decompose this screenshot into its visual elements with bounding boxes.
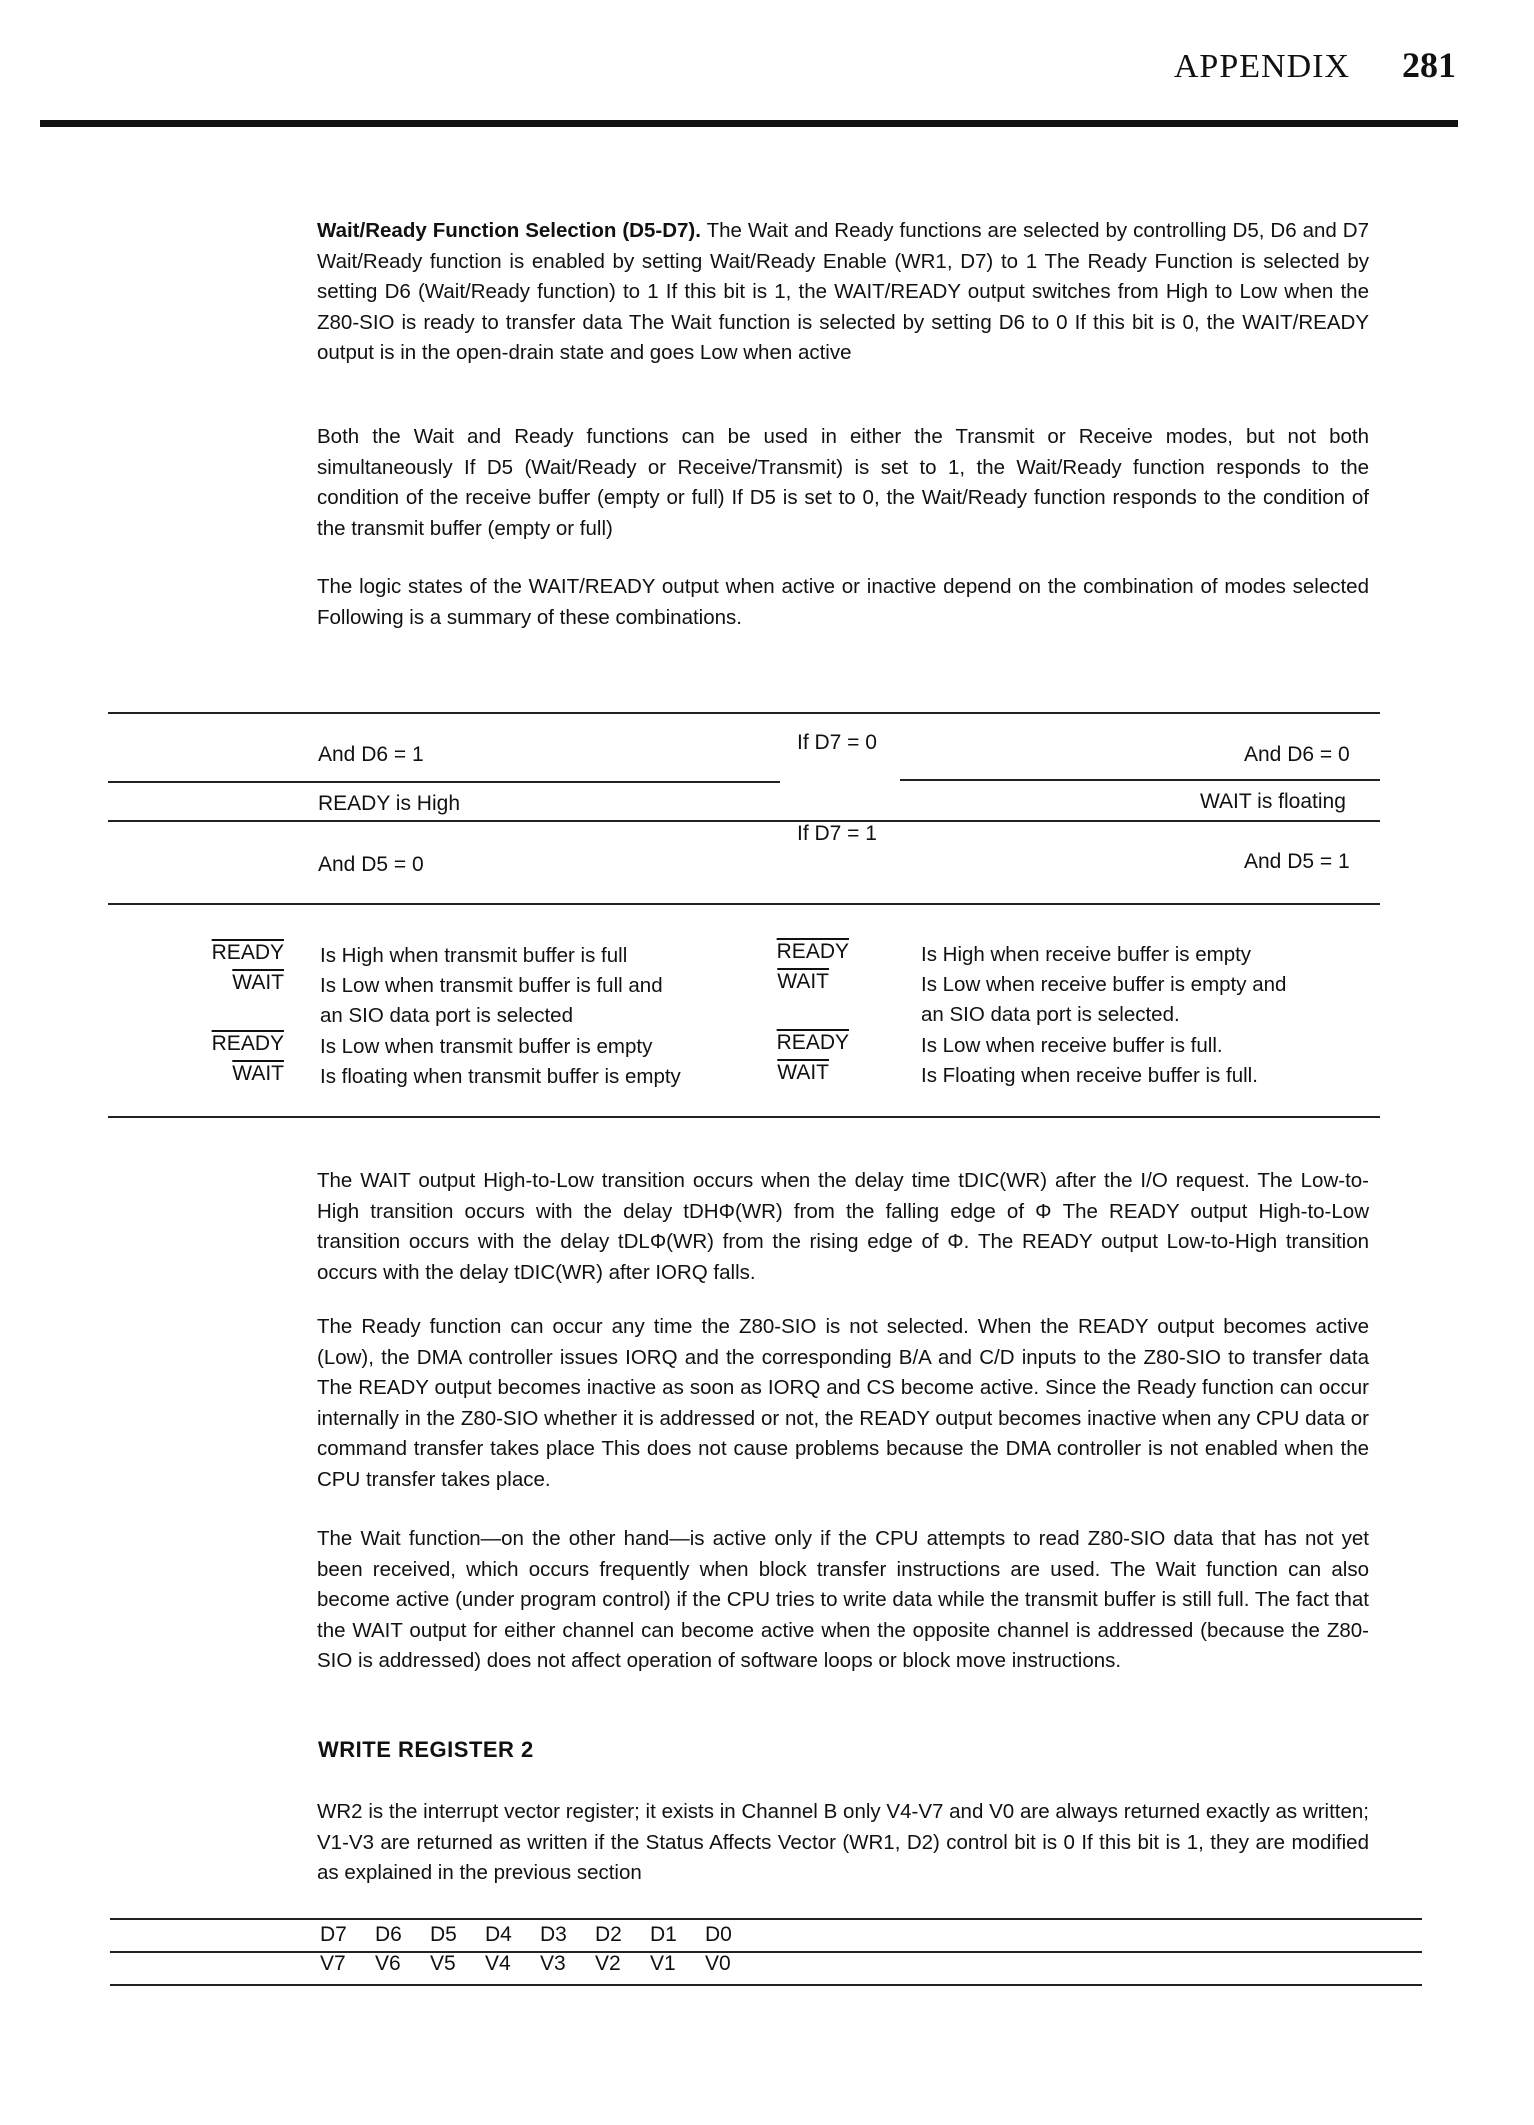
left-desc-2: Is Low when transmit buffer is full and — [320, 974, 663, 997]
vector-bit: V7 — [320, 1952, 346, 1975]
vector-bit: V5 — [430, 1952, 456, 1975]
vector-bit: V2 — [595, 1952, 621, 1975]
right-desc-3: an SIO data port is selected. — [921, 1003, 1180, 1026]
bits-bottom-rule — [110, 1984, 1422, 1986]
right-mid-rule — [900, 779, 1380, 781]
left-desc-1: Is High when transmit buffer is full — [320, 944, 628, 967]
bit-name: D5 — [430, 1923, 457, 1946]
wait-ready-heading: Wait/Ready Function Selection (D5-D7). — [317, 219, 701, 242]
if-d7-1: If D7 = 1 — [797, 822, 877, 845]
table-top-rule — [108, 712, 1380, 714]
left-signal-5: WAIT — [232, 1062, 284, 1085]
bit-name: D6 — [375, 1923, 402, 1946]
wait-ready-paragraph-2: Both the Wait and Ready functions can be used in either the Transmit or Receive modes, but not both simultaneously If D5 (Wait/Ready or Receive/Transmit) is set to 1, the Wait/Ready function responds to the condition of the receive buffer (empty or full) If D5 is set to 0, the Wait/Ready function responds to the condition of the transmit buffer (empty or full) — [317, 425, 1369, 540]
bit-name: D1 — [650, 1923, 677, 1946]
and-d6-1: And D6 = 1 — [318, 743, 424, 766]
bit-name: D0 — [705, 1923, 732, 1946]
table-mid-rule — [108, 820, 1380, 822]
bit-name: D4 — [485, 1923, 512, 1946]
vector-bit: V0 — [705, 1952, 731, 1975]
vector-bits-row — [320, 1952, 760, 1976]
right-signal-1: READY — [776, 940, 849, 963]
table-lower-rule — [108, 903, 1380, 905]
wait-is-floating: WAIT is floating — [1200, 790, 1346, 813]
wr2-paragraph: WR2 is the interrupt vector register; it exists in Channel B only V4-V7 and V0 are always returned exactly as written; V1-V3 are returned as written if the Status Affects Vector (WR1, D2) control bit is 0 If this bit is 1, they are modified as explained in the previous section — [317, 1800, 1369, 1884]
timing-paragraph-3: The Wait function—on the other hand—is active only if the CPU attempts to read Z80-SIO data that has not yet been received, which occurs frequently when block transfer instructions are used. The Wait function can also become active (under program control) if the CPU tries to write data while the transmit buffer is still full. The fact that the WAIT output for either channel can become active when the opposite channel is addressed (because the Z80-SIO is addressed) does not affect operation of software loops or block move instructions. — [317, 1527, 1369, 1672]
right-signal-4: READY — [776, 1031, 849, 1054]
left-signal-1: READY — [211, 941, 284, 964]
vector-bit: V4 — [485, 1952, 511, 1975]
bit-name: D2 — [595, 1923, 622, 1946]
if-d7-0: If D7 = 0 — [797, 731, 877, 754]
right-desc-4: Is Low when receive buffer is full. — [921, 1034, 1223, 1057]
bits-mid-rule — [110, 1951, 1422, 1953]
vector-bit: V6 — [375, 1952, 401, 1975]
left-desc-4: Is Low when transmit buffer is empty — [320, 1035, 653, 1058]
vector-bit: V3 — [540, 1952, 566, 1975]
bit-names-row — [320, 1923, 760, 1947]
right-desc-2: Is Low when receive buffer is empty and — [921, 973, 1287, 996]
wait-ready-paragraph-3: The logic states of the WAIT/READY output when active or inactive depend on the combination of modes selected Following is a summary of these combinations. — [317, 575, 1369, 629]
header-rule — [40, 120, 1458, 127]
right-desc-1: Is High when receive buffer is empty — [921, 943, 1252, 966]
vector-bit: V1 — [650, 1952, 676, 1975]
wait-ready-text-1: The Wait and Ready functions are selected by controlling D5, D6 and D7 Wait/Ready function is enabled by setting Wait/Ready Enable (WR1, D7) to 1 The Ready Function is selected by setting D6 (Wait/Ready function) to 1 If this bit is 1, the WAIT/READY output switches from High to Low when the Z80-SIO is ready to transfer data The Wait function is selected by setting D6 to 0 If this bit is 0, the WAIT/READY output is in the open-drain state and goes Low when active — [317, 219, 1370, 364]
right-desc-5: Is Floating when receive buffer is full. — [921, 1064, 1258, 1087]
page-number: 281 — [1402, 45, 1456, 85]
page-header — [1174, 44, 1456, 86]
right-signal-5: WAIT — [777, 1061, 829, 1084]
write-register-2-heading: WRITE REGISTER 2 — [318, 1737, 534, 1762]
bits-top-rule — [110, 1918, 1422, 1920]
bit-name: D7 — [320, 1923, 347, 1946]
left-signal-4: READY — [211, 1032, 284, 1055]
header-title: APPENDIX — [1173, 48, 1350, 85]
and-d5-1: And D5 = 1 — [1244, 850, 1350, 873]
left-signal-2: WAIT — [232, 971, 284, 994]
timing-paragraph-1: The WAIT output High-to-Low transition occurs when the delay time tDIC(WR) after the I/O request. The Low-to-High transition occurs with the delay tDHΦ(WR) from the falling edge of Φ The READY output High-to-Low transition occurs with the delay tDLΦ(WR) from the rising edge of Φ. The READY output Low-to-High transition occurs with the delay tDIC(WR) after IORQ falls. — [317, 1169, 1369, 1284]
left-mid-rule — [108, 781, 780, 783]
right-signal-2: WAIT — [777, 970, 829, 993]
ready-is-high: READY is High — [318, 792, 460, 815]
and-d5-0: And D5 = 0 — [318, 853, 424, 876]
left-desc-5: Is floating when transmit buffer is empty — [320, 1065, 681, 1088]
wait-ready-paragraph-1 — [317, 216, 1369, 369]
timing-paragraph-2: The Ready function can occur any time the Z80-SIO is not selected. When the READY output becomes active (Low), the DMA controller issues IORQ and the corresponding B/A and C/D inputs to the Z80-SIO to transfer data The READY output becomes inactive as soon as IORQ and CS become active. Since the Ready function can occur internally in the Z80-SIO whether it is addressed or not, the READY output becomes inactive when any CPU data or command transfer takes place This does not cause problems because the DMA controller is not enabled when the CPU transfer takes place. — [317, 1315, 1369, 1491]
bit-name: D3 — [540, 1923, 567, 1946]
left-desc-3: an SIO data port is selected — [320, 1004, 573, 1027]
and-d6-0: And D6 = 0 — [1244, 743, 1350, 766]
table-bottom-rule — [108, 1116, 1380, 1118]
